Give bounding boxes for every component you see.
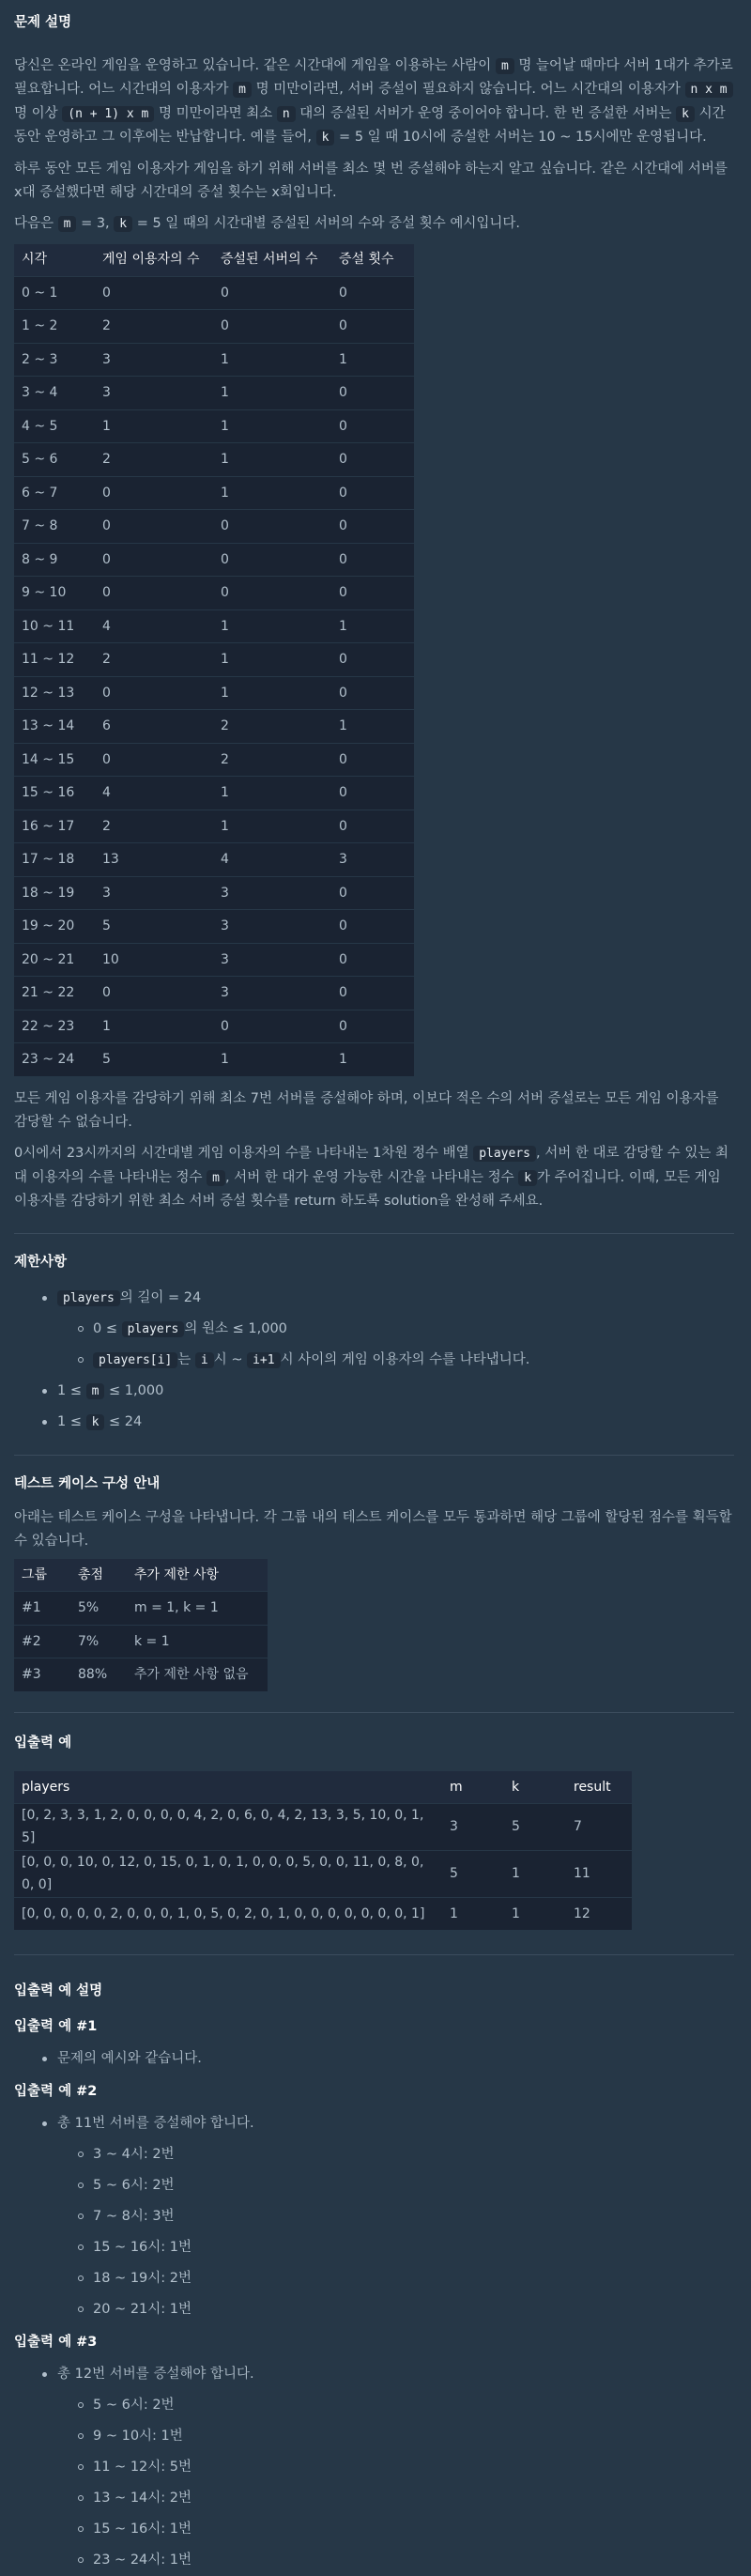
inline-code: players — [473, 1146, 536, 1162]
table-cell: 17 ~ 18 — [14, 843, 95, 877]
inline-code: i+1 — [247, 1352, 280, 1368]
table-cell: #3 — [14, 1658, 70, 1691]
text-span: 는 — [177, 1351, 195, 1367]
description-paragraph-2: 하루 동안 모든 게임 이용자가 게임을 하기 위해 서버를 최소 몇 번 증설해야 하는지 알고 싶습니다. 같은 시간대에 서버를 x대 증설했다면 해당 시간대의 증설 횟수는 x회입니다. — [14, 161, 728, 200]
inline-code: players[i] — [93, 1352, 177, 1368]
table-cell: 15 ~ 16 — [14, 777, 95, 810]
text-span: 1 ≤ — [57, 1413, 86, 1429]
table-cell: 8 ~ 9 — [14, 543, 95, 577]
table-cell: 4 ~ 5 — [14, 409, 95, 443]
text-span: 가 주어집니다. 이때, 모든 게임 이용자를 감당하기 위한 최소 서버 증설 횟수를 return 하도록 solution을 완성해 주세요. — [14, 1169, 721, 1210]
table-cell: 20 ~ 21 — [14, 943, 95, 977]
divider — [14, 1455, 734, 1456]
examples-table-body — [14, 1803, 632, 1930]
table-row — [14, 476, 414, 510]
divider — [14, 1233, 734, 1234]
table-row — [14, 1803, 632, 1850]
table-row — [14, 1010, 414, 1043]
text-span: 시 ~ — [213, 1351, 248, 1367]
table-cell: 21 ~ 22 — [14, 977, 95, 1010]
table-row — [14, 443, 414, 477]
table-cell: 4 — [213, 843, 331, 877]
list-item: 5 ~ 6시: 2번 — [14, 2390, 734, 2421]
text-span: ≤ 24 — [104, 1413, 143, 1429]
example-3-heading: 입출력 예 #3 — [14, 2335, 98, 2351]
table-cell: #2 — [14, 1625, 70, 1658]
table-cell: 5 — [442, 1850, 504, 1897]
table-cell: 23 ~ 24 — [14, 1043, 95, 1076]
column-header: 시각 — [14, 244, 95, 277]
table-cell: 19 ~ 20 — [14, 910, 95, 944]
list-item: 총 11번 서버를 증설해야 합니다. — [14, 2108, 734, 2139]
constraints-list — [14, 1283, 734, 1438]
table-cell: #1 — [14, 1592, 70, 1626]
inline-code: m — [207, 1170, 225, 1186]
table-row — [14, 710, 414, 744]
list-item: 총 12번 서버를 증설해야 합니다. — [14, 2359, 734, 2390]
column-header: 증설된 서버의 수 — [213, 244, 331, 277]
example-table-header — [14, 244, 414, 277]
table-cell: 5 — [95, 910, 213, 944]
table-cell: 0 — [331, 377, 414, 410]
table-cell: 7 ~ 8 — [14, 510, 95, 544]
text-span: = 5 일 때의 시간대별 증설된 서버의 수와 증설 횟수 예시입니다. — [132, 216, 520, 232]
list-item: 11 ~ 12시: 5번 — [14, 2452, 734, 2483]
table-cell: 0 — [95, 510, 213, 544]
table-cell: 0 — [213, 276, 331, 310]
table-cell: 11 ~ 12 — [14, 643, 95, 677]
list-item: 13 ~ 14시: 2번 — [14, 2483, 734, 2514]
table-cell: 3 — [213, 876, 331, 910]
table-row — [14, 1658, 268, 1691]
table-cell: 3 — [442, 1803, 504, 1850]
inline-code: k — [518, 1170, 537, 1186]
testcases-heading: 테스트 케이스 구성 안내 — [14, 1475, 161, 1491]
inline-code: m — [496, 58, 514, 74]
column-header: 추가 제한 사항 — [127, 1559, 268, 1592]
table-cell: 0 — [213, 310, 331, 344]
table-cell: 0 — [331, 476, 414, 510]
column-header: 게임 이용자의 수 — [95, 244, 213, 277]
table-row — [14, 943, 414, 977]
text-span: 0 ≤ — [93, 1320, 122, 1336]
text-span: , 서버 한 대가 운영 가능한 시간을 나타내는 정수 — [224, 1169, 519, 1185]
table-cell: 1 — [331, 710, 414, 744]
list-item: 23 ~ 24시: 1번 — [14, 2545, 734, 2576]
table-cell: 1 — [213, 343, 331, 377]
column-header: players — [14, 1771, 442, 1804]
table-cell: 14 ~ 15 — [14, 743, 95, 777]
column-header: m — [442, 1771, 504, 1804]
table-cell: 2 — [95, 810, 213, 843]
table-cell: 2 ~ 3 — [14, 343, 95, 377]
table-cell: 10 ~ 11 — [14, 609, 95, 643]
table-cell: 6 ~ 7 — [14, 476, 95, 510]
table-cell: 2 — [95, 443, 213, 477]
table-row — [14, 1625, 268, 1658]
table-cell: 0 — [95, 577, 213, 610]
text-span: 대의 증설된 서버가 운영 중이어야 합니다. 한 번 증설한 서버는 — [295, 105, 677, 121]
table-cell: 0 — [331, 577, 414, 610]
table-cell: 1 — [213, 443, 331, 477]
example-2-list — [14, 2108, 734, 2325]
table-cell: 22 ~ 23 — [14, 1010, 95, 1043]
table-cell: 1 — [504, 1897, 566, 1930]
table-cell: m = 1, k = 1 — [127, 1592, 268, 1626]
table-cell: 0 — [331, 1010, 414, 1043]
table-cell: 0 — [331, 510, 414, 544]
table-cell: 0 — [95, 476, 213, 510]
table-cell: 1 — [213, 377, 331, 410]
table-cell: 10 — [95, 943, 213, 977]
table-cell: 0 — [331, 643, 414, 677]
text-span: 0시에서 23시까지의 시간대별 게임 이용자의 수를 나타내는 1차원 정수 배열 — [14, 1146, 474, 1162]
table-cell: 9 ~ 10 — [14, 577, 95, 610]
table-row — [14, 543, 414, 577]
table-cell: 0 — [213, 543, 331, 577]
list-item: 15 ~ 16시: 1번 — [14, 2232, 734, 2263]
table-cell: 0 — [95, 977, 213, 1010]
table-cell: 1 — [95, 409, 213, 443]
text-span: , 서버 한 대로 감당할 수 있는 최대 이용자의 수를 나타내는 정수 — [14, 1146, 728, 1185]
description-paragraph-3 — [14, 212, 734, 236]
table-cell: 1 — [331, 609, 414, 643]
table-cell: 0 — [331, 543, 414, 577]
table-row — [14, 843, 414, 877]
table-cell: 0 — [213, 577, 331, 610]
table-cell: 13 — [95, 843, 213, 877]
table-row — [14, 409, 414, 443]
constraint-item — [14, 1407, 734, 1438]
list-item: 5 ~ 6시: 2번 — [14, 2170, 734, 2201]
table-cell: 0 — [331, 977, 414, 1010]
table-cell: 3 — [95, 876, 213, 910]
table-cell: 1 — [331, 343, 414, 377]
table-cell: 0 — [331, 443, 414, 477]
table-row — [14, 510, 414, 544]
table-row — [14, 276, 414, 310]
table-cell: 1 — [331, 1043, 414, 1076]
list-item: 문제의 예시와 같습니다. — [14, 2044, 734, 2075]
table-row — [14, 577, 414, 610]
table-cell: 0 — [331, 276, 414, 310]
list-item: 20 ~ 21시: 1번 — [14, 2294, 734, 2325]
table-cell: 1 — [442, 1897, 504, 1930]
example-3-list — [14, 2359, 734, 2576]
table-cell: 12 — [566, 1897, 632, 1930]
table-cell: 0 — [95, 276, 213, 310]
table-cell: 0 — [95, 676, 213, 710]
inline-code: k — [676, 106, 695, 122]
text-span: 1 ≤ — [57, 1382, 86, 1398]
table-row — [14, 1897, 632, 1930]
table-row — [14, 343, 414, 377]
inline-code: n x m — [685, 82, 733, 98]
table-cell: 5 ~ 6 — [14, 443, 95, 477]
text-span: 다음은 — [14, 216, 58, 232]
table-cell: 1 — [213, 476, 331, 510]
text-span: 명 미만이라면, 서버 증설이 필요하지 않습니다. 어느 시간대의 이용자가 — [251, 82, 685, 98]
table-row — [14, 977, 414, 1010]
table-cell: 2 — [213, 710, 331, 744]
table-cell: 0 — [331, 743, 414, 777]
table-cell: [0, 2, 3, 3, 1, 2, 0, 0, 0, 0, 4, 2, 0, 6, 0, 4, 2, 13, 3, 5, 10, 0, 1, 5] — [14, 1803, 442, 1850]
table-cell: 0 — [95, 743, 213, 777]
table-row — [14, 676, 414, 710]
table-cell: 0 — [95, 543, 213, 577]
table-cell: 1 — [213, 409, 331, 443]
column-header: 총점 — [70, 1559, 127, 1592]
table-cell: 3 — [95, 377, 213, 410]
example-2-heading: 입출력 예 #2 — [14, 2084, 98, 2100]
table-cell: 1 — [95, 1010, 213, 1043]
inline-code: players — [57, 1290, 120, 1306]
testcases-table-body — [14, 1592, 268, 1691]
constraint-item — [14, 1376, 734, 1407]
inline-code: k — [114, 216, 132, 232]
table-row — [14, 643, 414, 677]
table-cell: 7 — [566, 1803, 632, 1850]
table-row — [14, 777, 414, 810]
examples-table — [14, 1771, 632, 1931]
table-cell: 4 — [95, 609, 213, 643]
text-span: = 3, — [76, 216, 115, 232]
table-cell: 3 ~ 4 — [14, 377, 95, 410]
text-span: 명 늘어날 때마다 서버 1대가 추가로 필요합니다. 어느 시간대의 이용자가 — [14, 58, 733, 98]
table-row — [14, 743, 414, 777]
column-header: 증설 횟수 — [331, 244, 414, 277]
inline-code: k — [86, 1414, 105, 1430]
table-cell: 3 — [213, 977, 331, 1010]
text-span: 당신은 온라인 게임을 운영하고 있습니다. 같은 시간대에 게임을 이용하는 사람이 — [14, 58, 496, 73]
column-header: result — [566, 1771, 632, 1804]
list-item: 3 ~ 4시: 2번 — [14, 2139, 734, 2170]
list-item: 18 ~ 19시: 2번 — [14, 2263, 734, 2294]
table-row — [14, 377, 414, 410]
table-cell: 1 ~ 2 — [14, 310, 95, 344]
description-paragraph-5 — [14, 1142, 734, 1213]
text-span: 시간 동안 운영하고 그 이후에는 반납합니다. 예를 들어, — [14, 105, 726, 146]
table-cell: 0 — [331, 810, 414, 843]
table-cell: 5 — [95, 1043, 213, 1076]
examples-table-header — [14, 1771, 632, 1804]
table-cell: 0 — [331, 310, 414, 344]
inline-code: m — [58, 216, 77, 232]
text-span: 명 미만이라면 최소 — [154, 105, 277, 121]
table-cell: 0 — [331, 910, 414, 944]
table-cell: 3 — [213, 943, 331, 977]
table-cell: [0, 0, 0, 0, 0, 2, 0, 0, 0, 1, 0, 5, 0, 2, 0, 1, 0, 0, 0, 0, 0, 0, 0, 1] — [14, 1897, 442, 1930]
table-cell: 16 ~ 17 — [14, 810, 95, 843]
text-span: ≤ 1,000 — [104, 1382, 164, 1398]
constraint-item — [14, 1283, 734, 1314]
table-cell: 0 ~ 1 — [14, 276, 95, 310]
example-1-heading: 입출력 예 #1 — [14, 2019, 98, 2035]
table-row — [14, 1850, 632, 1897]
inline-code: m — [233, 82, 252, 98]
inline-code: i — [195, 1352, 214, 1368]
text-span: 의 길이 = 24 — [119, 1289, 202, 1305]
table-row — [14, 810, 414, 843]
table-cell: 2 — [95, 643, 213, 677]
table-cell: 0 — [213, 510, 331, 544]
table-row — [14, 876, 414, 910]
table-cell: 0 — [331, 676, 414, 710]
column-header: k — [504, 1771, 566, 1804]
table-cell: 2 — [95, 310, 213, 344]
table-cell: 1 — [213, 1043, 331, 1076]
table-row — [14, 310, 414, 344]
column-header: 그룹 — [14, 1559, 70, 1592]
table-cell: 12 ~ 13 — [14, 676, 95, 710]
table-cell: 2 — [213, 743, 331, 777]
divider — [14, 1954, 734, 1955]
table-cell: 11 — [566, 1850, 632, 1897]
list-item: 7 ~ 8시: 3번 — [14, 2201, 734, 2232]
inline-code: players — [122, 1321, 185, 1337]
table-row — [14, 1043, 414, 1076]
table-cell: 3 — [95, 343, 213, 377]
table-cell: 0 — [331, 409, 414, 443]
text-span: 시 사이의 게임 이용자의 수를 나타냅니다. — [280, 1351, 530, 1367]
description-heading: 문제 설명 — [14, 15, 72, 30]
inline-code: (n + 1) x m — [62, 106, 154, 122]
table-cell: 추가 제한 사항 없음 — [127, 1658, 268, 1691]
table-cell: 1 — [213, 676, 331, 710]
table-cell: 0 — [331, 876, 414, 910]
testcases-table — [14, 1559, 268, 1691]
table-cell: 18 ~ 19 — [14, 876, 95, 910]
example-table-body — [14, 276, 414, 1076]
table-cell: 1 — [504, 1850, 566, 1897]
inline-code: n — [277, 106, 296, 122]
example-table — [14, 244, 414, 1076]
constraint-item — [14, 1314, 734, 1345]
constraints-heading: 제한사항 — [14, 1254, 68, 1270]
table-cell: 3 — [213, 910, 331, 944]
table-row — [14, 609, 414, 643]
example-1-list — [14, 2044, 734, 2075]
table-row — [14, 910, 414, 944]
table-cell: 5 — [504, 1803, 566, 1850]
table-cell: 1 — [213, 643, 331, 677]
list-item: 9 ~ 10시: 1번 — [14, 2421, 734, 2452]
testcases-table-header — [14, 1559, 268, 1592]
table-cell: 0 — [331, 777, 414, 810]
inline-code: m — [86, 1383, 105, 1399]
table-cell: 88% — [70, 1658, 127, 1691]
testcases-text: 아래는 테스트 케이스 구성을 나타냅니다. 각 그룹 내의 테스트 케이스를 모두 통과하면 해당 그룹에 할당된 점수를 획득할 수 있습니다. — [14, 1509, 732, 1549]
table-cell: 4 — [95, 777, 213, 810]
table-cell: k = 1 — [127, 1625, 268, 1658]
table-cell: 0 — [213, 1010, 331, 1043]
table-cell: 5% — [70, 1592, 127, 1626]
table-cell: 1 — [213, 810, 331, 843]
text-span: = 5 일 때 10시에 증설한 서버는 10 ~ 15시에만 운영됩니다. — [334, 130, 707, 146]
table-cell: 7% — [70, 1625, 127, 1658]
table-cell: 1 — [213, 609, 331, 643]
table-cell: [0, 0, 0, 10, 0, 12, 0, 15, 0, 1, 0, 1, 0, 0, 0, 5, 0, 0, 11, 0, 8, 0, 0, 0] — [14, 1850, 442, 1897]
table-cell: 6 — [95, 710, 213, 744]
table-cell: 0 — [331, 943, 414, 977]
description-paragraph-4: 모든 게임 이용자를 감당하기 위해 최소 7번 서버를 증설해야 하며, 이보다 적은 수의 서버 증설로는 모든 게임 이용자를 감당할 수 없습니다. — [14, 1090, 719, 1130]
table-row — [14, 1592, 268, 1626]
text-span: 의 원소 ≤ 1,000 — [184, 1320, 287, 1336]
table-cell: 13 ~ 14 — [14, 710, 95, 744]
divider — [14, 1712, 734, 1713]
constraint-item — [14, 1345, 734, 1376]
table-cell: 1 — [213, 777, 331, 810]
table-cell: 3 — [331, 843, 414, 877]
explain-heading: 입출력 예 설명 — [14, 1983, 103, 1999]
inline-code: k — [316, 130, 335, 146]
list-item: 15 ~ 16시: 1번 — [14, 2514, 734, 2545]
text-span: 명 이상 — [14, 105, 63, 121]
examples-heading: 입출력 예 — [14, 1735, 72, 1751]
description-paragraph-1 — [14, 54, 734, 150]
